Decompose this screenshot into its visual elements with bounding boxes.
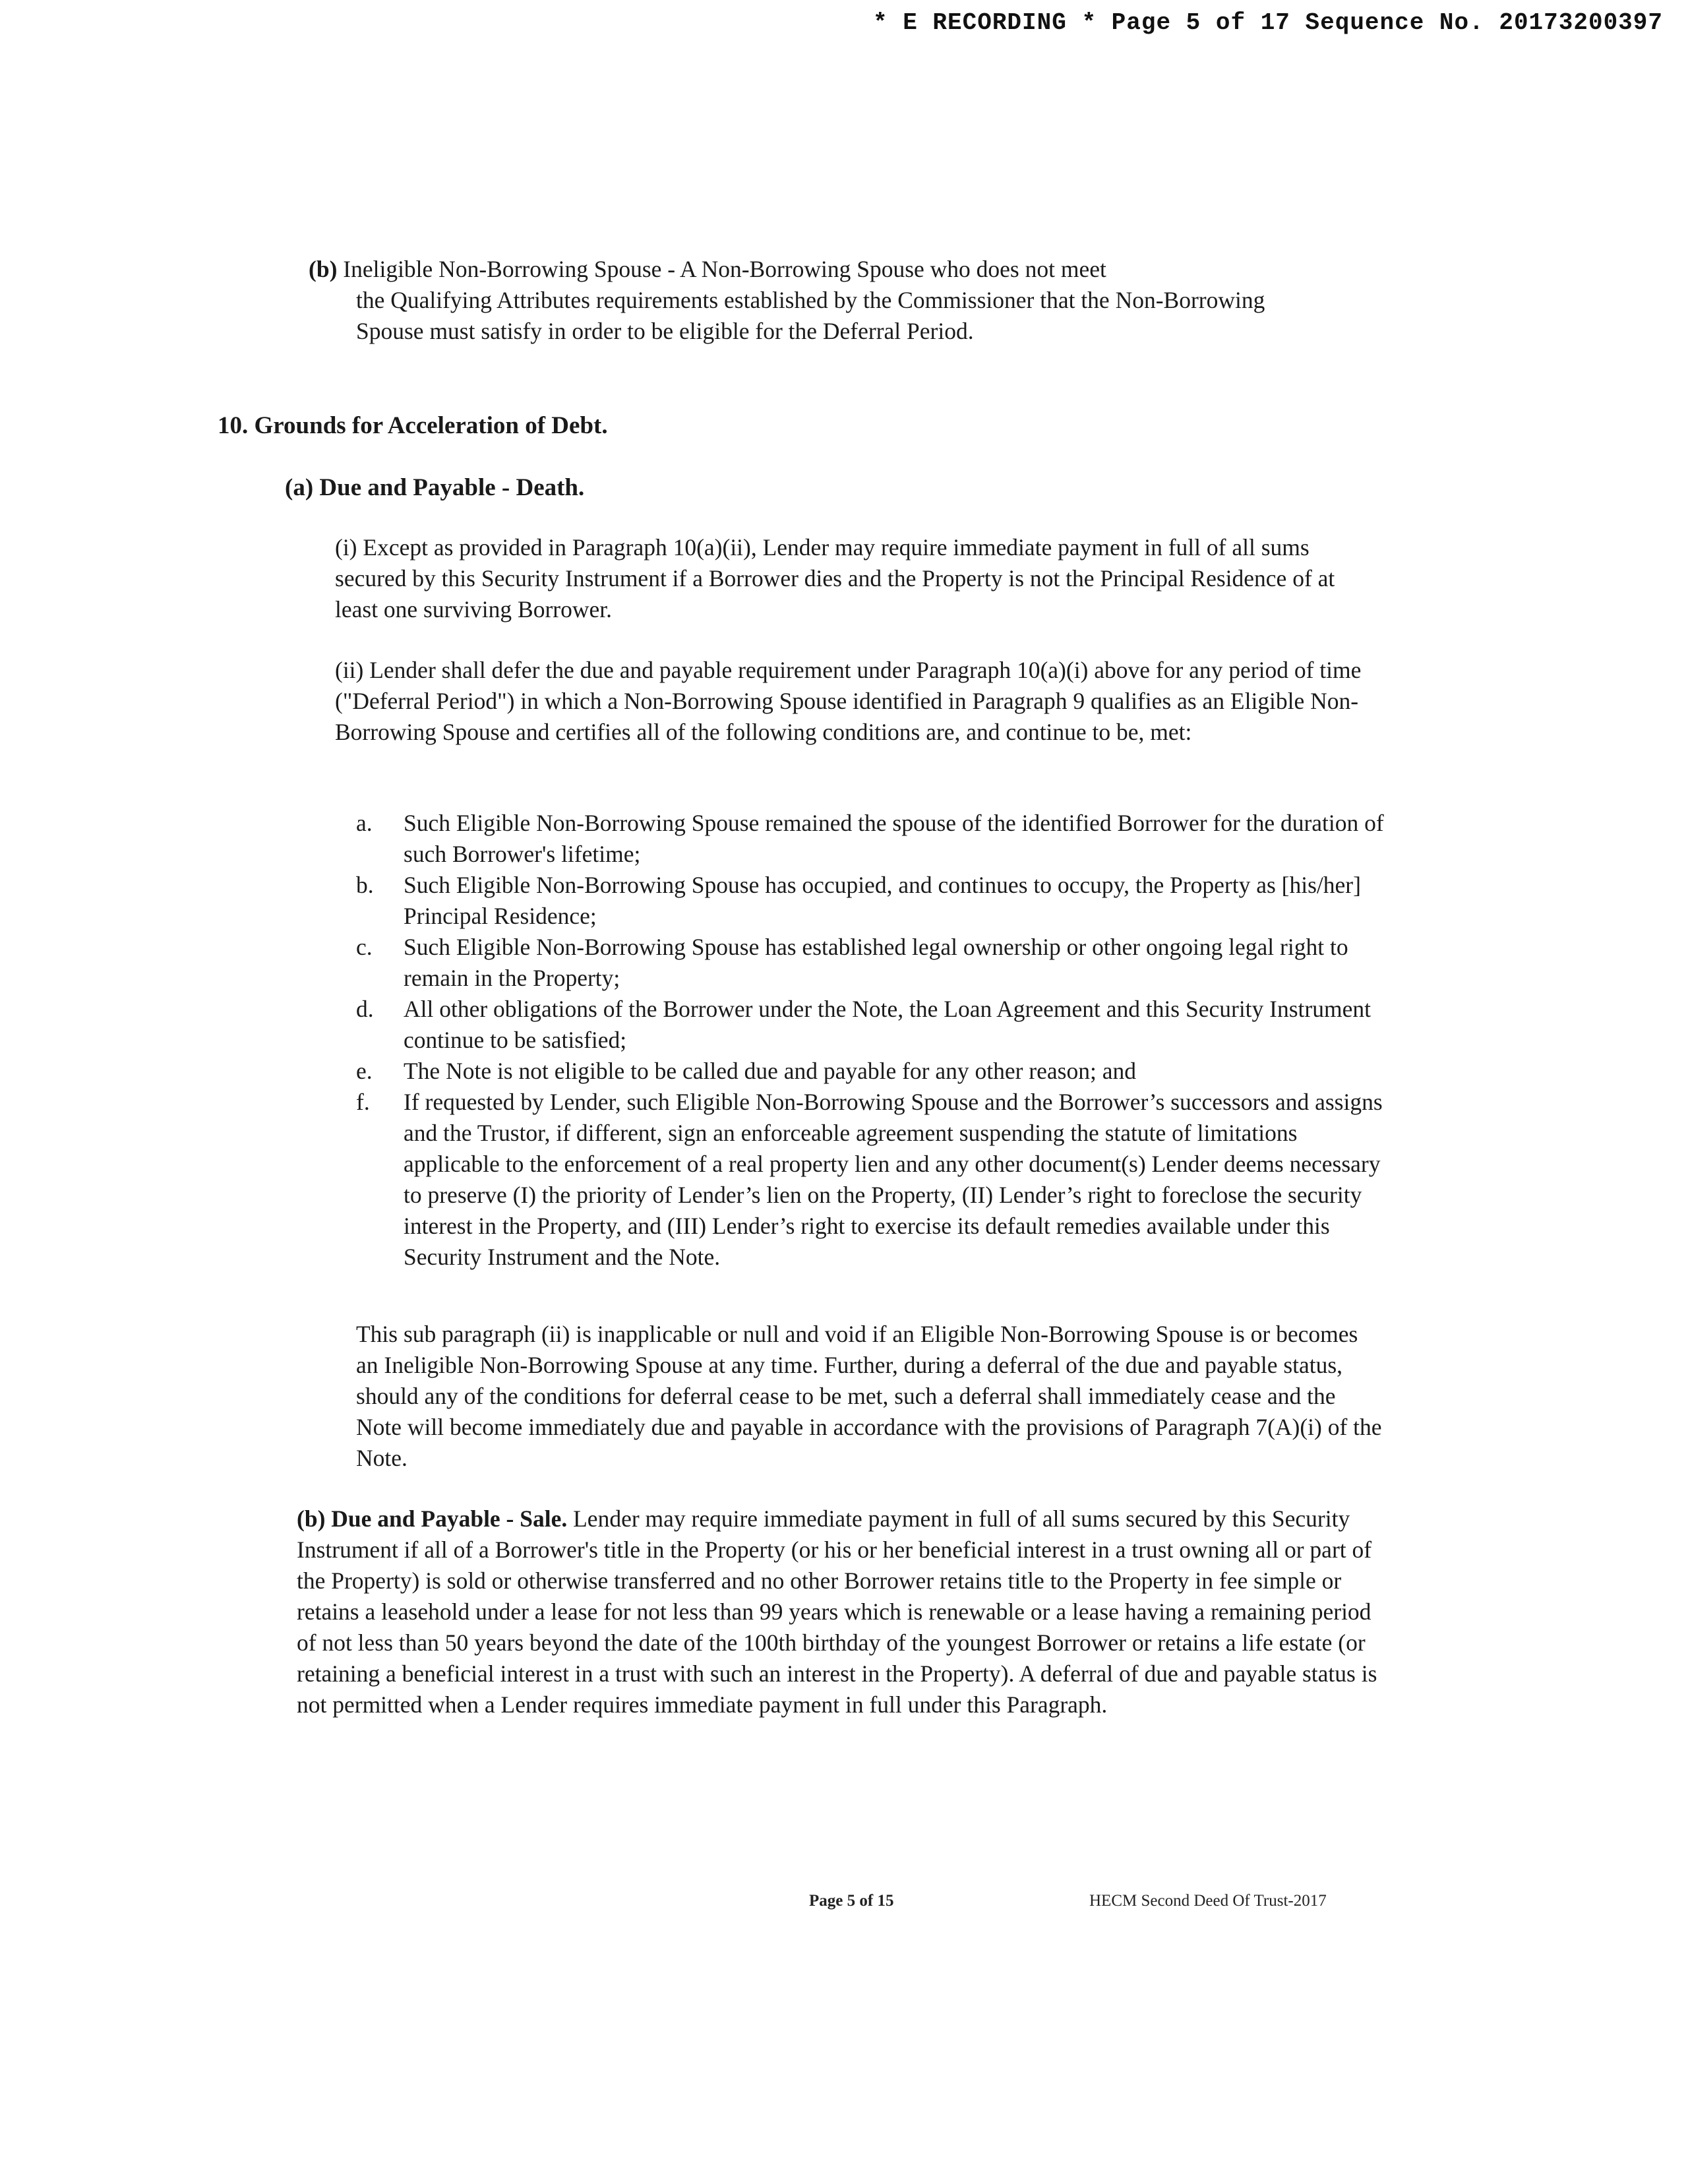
subparagraph-ii-note: This sub paragraph (ii) is inapplicable or null and void if an Eligible Non-Borrowing Spouse is or becomes an Ineligible Non-Borrowing Spouse at any time. Further, during a deferral of the due and payable status, should any of the conditions for deferral cease to be met, such a deferral shall immediately cease and the Note will become immediately due and payable in accordance with the provisions of Paragraph 7(A)(i) of the Note. [356, 1321, 1382, 1471]
paragraph-10b-text: Lender may require immediate payment in full of all sums secured by this Security Instrument if all of a Borrower's title in the Property (or his or her beneficial interest in a trust owning all or part of the Property) is sold or otherwise transferred and no other Borrower retains title to the Property in fee simple or retains a leasehold under a lease for not less than 99 years which is renewable or a lease having a remaining period of not less than 50 years beyond the date of the 100th birthday of the youngest Borrower or retains a life estate (or retaining a beneficial interest in a trust with such an interest in the Property). A deferral of due and payable status is not permitted when a Lender requires immediate payment in full under this Paragraph. [297, 1505, 1377, 1718]
footer-form-name: HECM Second Deed Of Trust-2017 [1089, 1892, 1327, 1910]
footer-page-number: Page 5 of 15 [809, 1892, 894, 1910]
list-item-marker: a. [356, 810, 373, 836]
list-item [356, 1087, 1385, 1273]
paragraph-10b [297, 1503, 1378, 1720]
paragraph-9b-label: (b) [309, 256, 338, 282]
list-item-marker: e. [356, 1058, 373, 1084]
paragraph-9b [309, 254, 1337, 347]
list-item [356, 808, 1385, 870]
deferral-conditions-list [356, 808, 1385, 1273]
recording-stamp: * E RECORDING * Page 5 of 17 Sequence No. 20173200397 [873, 9, 1663, 36]
list-item-marker: d. [356, 996, 374, 1022]
list-item-text: Such Eligible Non-Borrowing Spouse has established legal ownership or other ongoing legal right to remain in the Property; [404, 934, 1348, 991]
paragraph-10a-ii: (ii) Lender shall defer the due and payable requirement under Paragraph 10(a)(i) above for any period of time ("Deferral Period") in which a Non-Borrowing Spouse identified in Paragraph 9 qualifies as an Eligible Non-Borrowing Spouse and certifies all of the following conditions are, and continue to be, met: [335, 657, 1362, 745]
list-item-text: If requested by Lender, such Eligible Non-Borrowing Spouse and the Borrower’s successors and assigns and the Trustor, if different, sign an enforceable agreement suspending the statute of limitations applicable to the enforcement of a real property lien and any other document(s) Lender deems necessary to preserve (I) the priority of Lender’s lien on the Property, (II) Lender’s right to foreclose the security interest in the Property, and (III) Lender’s right to exercise its default remedies available under this Security Instrument and the Note. [404, 1089, 1383, 1270]
list-item [356, 932, 1385, 994]
list-item-text: All other obligations of the Borrower under the Note, the Loan Agreement and this Security Instrument continue to be satisfied; [404, 996, 1371, 1053]
list-item-text: The Note is not eligible to be called due and payable for any other reason; and [404, 1058, 1136, 1084]
list-item-marker: f. [356, 1089, 370, 1115]
section-10-heading: 10. Grounds for Acceleration of Debt. [218, 412, 608, 439]
list-item [356, 1056, 1385, 1087]
paragraph-9b-text-line1: Ineligible Non-Borrowing Spouse - A Non-Borrowing Spouse who does not meet [343, 256, 1106, 282]
list-item [356, 994, 1385, 1056]
list-item-marker: b. [356, 872, 374, 898]
list-item [356, 870, 1385, 932]
section-10a-heading: (a) Due and Payable - Death. [285, 474, 585, 501]
paragraph-9b-text-rest: the Qualifying Attributes requirements established by the Commissioner that the Non-Borrowing Spouse must satisfy in order to be eligible for the Deferral Period. [356, 287, 1265, 344]
list-item-text: Such Eligible Non-Borrowing Spouse has occupied, and continues to occupy, the Property as [his/her] Principal Residence; [404, 872, 1361, 929]
list-item-text: Such Eligible Non-Borrowing Spouse remained the spouse of the identified Borrower for the duration of such Borrower's lifetime; [404, 810, 1384, 867]
paragraph-10a-i: (i) Except as provided in Paragraph 10(a)(ii), Lender may require immediate payment in full of all sums secured by this Security Instrument if a Borrower dies and the Property is not the Principal Residence of at least one surviving Borrower. [335, 534, 1335, 622]
list-item-marker: c. [356, 934, 373, 960]
paragraph-10b-heading: (b) Due and Payable - Sale. [297, 1505, 568, 1532]
